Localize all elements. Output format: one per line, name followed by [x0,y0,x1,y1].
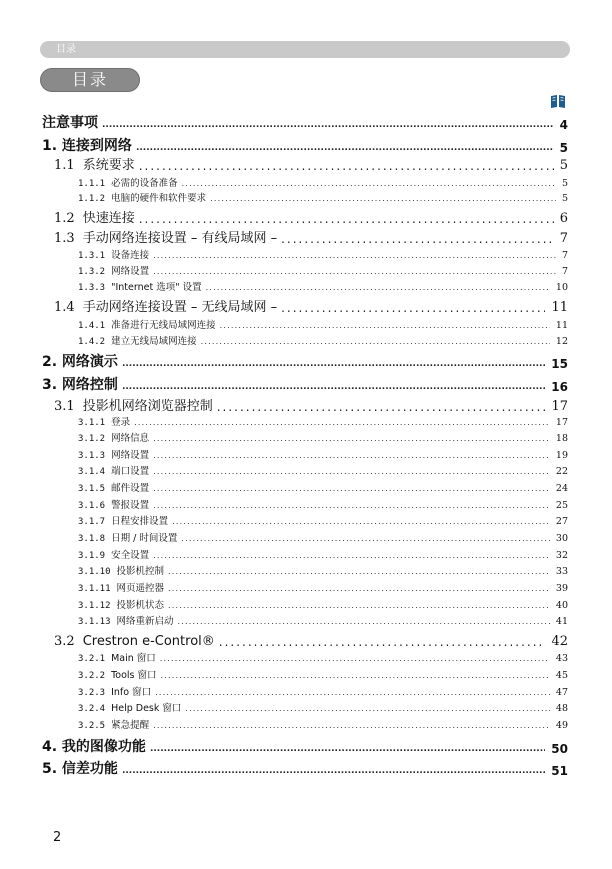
toc-entry-title-group [42,351,122,371]
toc-entry-page: 7 [561,266,568,277]
toc-entry-title-group [54,297,281,315]
toc-entry-page: 24 [555,483,568,494]
dot-leader [150,742,545,756]
toc-entry[interactable] [42,758,568,778]
toc-entry-title: Crestron e-Control® [82,634,215,649]
toc-entry[interactable] [78,563,568,577]
toc-entry[interactable] [78,497,568,511]
dot-leader [210,194,556,204]
toc-entry-title-group [78,333,201,347]
toc-entry[interactable] [78,447,568,461]
dot-leader [153,434,550,444]
toc-entry-title-group [78,613,178,627]
dot-leader [122,764,545,778]
toc-entry-page: 10 [555,282,568,293]
toc-entry-title: 手动网络连接设置 – 无线局域网 – [82,300,278,315]
toc-entry-title: 设备连接 [111,250,150,261]
toc-entry[interactable] [78,613,568,627]
toc-entry[interactable] [54,155,568,173]
toc-entry-number: 3.2.1 [78,654,106,664]
toc-entry-title: 日程安排设置 [111,516,169,527]
toc-entry-number: 1.2 [54,211,75,226]
toc-entry-number: 3.1.10 [78,567,111,577]
toc-entry-page: 49 [555,720,568,731]
toc-entry-title-group [42,135,136,155]
toc-entry[interactable] [42,135,568,155]
dot-leader [153,551,550,561]
toc-entry-title: 网络设置 [111,450,150,461]
toc-entry-title: 建立无线局域网连接 [111,336,197,347]
toc-entry-page: 11 [551,300,568,315]
toc-entry-page: 39 [555,583,568,594]
toc-entry-page: 17 [555,417,568,428]
dot-leader [161,671,550,681]
toc-entry-title: 警报设置 [111,500,150,511]
toc-entry-page: 45 [555,670,568,681]
toc-entry-title: 网络重新启动 [116,616,174,627]
dot-leader [168,584,550,594]
toc-entry[interactable] [78,667,568,681]
section-header-label: 目录 [56,44,76,55]
toc-entry-number: 3.1.13 [78,617,111,627]
toc-entry[interactable] [78,333,568,347]
toc-entry-title-group [78,717,153,731]
toc-entry-page: 48 [555,703,568,714]
toc-entry-title-group [78,279,206,293]
toc-entry[interactable] [78,279,568,293]
page-number: 2 [53,830,62,845]
toc-entry-number: 3.2.3 [78,688,106,698]
toc-entry-title: 1. 连接到网络 [42,138,132,154]
toc-entry-number: 1.4.1 [78,321,106,331]
toc-entry-page: 7 [561,250,568,261]
toc-entry-title-group [54,155,139,173]
toc-entry-page: 11 [555,320,568,331]
toc-entry[interactable] [78,597,568,611]
toc-entry-title: 投影机网络浏览器控制 [82,399,213,414]
toc-entry-title: 网络信息 [111,433,150,444]
toc-entry-page: 6 [559,211,568,226]
dot-leader [102,118,554,132]
toc-entry-page: 50 [551,742,568,756]
dot-leader [168,601,550,611]
dot-leader [178,617,550,627]
toc-entry-title-group [78,247,153,261]
toc-entry-title: 电脑的硬件和软件要求 [111,193,207,204]
dot-leader [168,567,550,577]
toc-entry-page: 15 [551,357,568,371]
toc-entry-number: 1.1.1 [78,179,106,189]
toc-entry-page: 16 [551,380,568,394]
toc-entry-title-group [78,480,153,494]
toc-entry-title-group [78,430,153,444]
toc-entry[interactable] [42,374,568,394]
toc-entry-title-group [78,597,168,611]
toc-entry-title-group [78,463,153,477]
dot-leader [153,501,550,511]
toc-entry[interactable] [78,247,568,261]
dot-leader [182,179,556,189]
toc-entry-title-group [78,190,210,204]
toc-entry-page: 40 [555,600,568,611]
toc-entry-page: 5 [561,193,568,204]
toc-entry-title-group [78,667,161,681]
toc-entry-number: 3.1.7 [78,517,106,527]
toc-entry-title: Help Desk 窗口 [111,703,182,714]
toc-entry-number: 3.1.5 [78,484,106,494]
dot-leader [136,141,554,155]
toc-entry-number: 3.1.8 [78,534,106,544]
dot-leader [220,321,550,331]
toc-entry-title-group [78,263,153,277]
toc-entry[interactable] [78,430,568,444]
dot-leader [153,467,550,477]
toc-title: 目录 [71,70,108,89]
toc-entry-number: 3.2.2 [78,671,106,681]
toc-entry-title: 紧急提醒 [111,720,150,731]
dot-leader [181,534,550,544]
toc-entry-title: 邮件设置 [111,483,150,494]
toc-entry-page: 22 [555,466,568,477]
toc-entry-number: 3.1 [54,399,75,414]
toc-entry-title: 网络设置 [111,266,150,277]
toc-entry-title: 快速连接 [82,211,135,226]
toc-entry-title: 3. 网络控制 [42,377,118,393]
toc-entry-title-group [42,112,102,132]
dot-leader [206,283,550,293]
toc-entry-title: "Internet 选项" 设置 [111,282,202,293]
toc-entry[interactable] [78,684,568,698]
dot-leader [160,654,550,664]
toc-entry-title-group [78,175,182,189]
toc-entry-title: 准备进行无线局域网连接 [111,320,216,331]
toc-entry-number: 3.1.11 [78,584,111,594]
toc-entry-title: 登录 [111,417,131,428]
toc-entry-page: 18 [555,433,568,444]
toc-entry-number: 3.1.6 [78,501,106,511]
dot-leader [139,159,554,173]
toc-entry-number: 1.3 [54,231,75,246]
dot-leader [153,484,550,494]
toc-entry-number: 3.1.4 [78,467,106,477]
toc-entry[interactable] [78,263,568,277]
toc-entry-title: Main 窗口 [111,653,156,664]
toc-entry[interactable] [78,717,568,731]
dot-leader [155,688,550,698]
toc-entry[interactable] [54,396,568,414]
dot-leader [153,251,556,261]
toc-entry-title-group [42,374,122,394]
toc-entry-title-group [78,317,220,331]
toc-entry-page: 43 [555,653,568,664]
toc-entry-page: 27 [555,516,568,527]
toc-entry-page: 32 [555,550,568,561]
toc-entry[interactable] [54,208,568,226]
toc-entry-title-group [54,634,219,649]
dot-leader [201,337,550,347]
toc-entry-number: 1.1 [54,158,75,173]
toc-entry-page: 42 [551,634,568,649]
toc-entry-page: 12 [555,336,568,347]
toc-entry[interactable] [78,480,568,494]
toc-entry-title: 注意事项 [42,115,98,131]
toc-entry-number: 1.3.1 [78,251,106,261]
toc-entry-title-group [78,513,172,527]
toc-entry[interactable] [78,414,568,428]
toc-entry-title-group [78,530,181,544]
toc-entry-title: 投影机控制 [116,566,165,577]
toc-entry-title-group [42,736,150,756]
toc-entry-title-group [54,208,139,226]
toc-entry-title-group [78,447,153,461]
toc-entry-title: 2. 网络演示 [42,354,118,370]
toc-entry-page: 7 [559,231,568,246]
toc-entry[interactable] [78,547,568,561]
toc-entry-title-group [78,414,134,428]
dot-leader [153,267,556,277]
dot-leader [185,704,550,714]
toc-entry-page: 19 [555,450,568,461]
toc-entry-page: 5 [559,158,568,173]
toc-entry[interactable] [78,700,568,714]
toc-entry-page: 17 [551,399,568,414]
toc-entry-title: 4. 我的图像功能 [42,739,146,755]
toc-entry[interactable] [78,317,568,331]
toc-entry[interactable] [54,631,568,649]
dot-leader [122,380,545,394]
toc-entry-number: 3.2.5 [78,721,106,731]
toc-entry[interactable] [78,463,568,477]
toc-entry-title-group [78,580,168,594]
toc-entry[interactable] [78,580,568,594]
dot-leader [122,357,545,371]
toc-entry-page: 51 [551,764,568,778]
toc-entry-title: 系统要求 [82,158,135,173]
toc-entry-number: 3.1.3 [78,451,106,461]
toc-entry-title: 日期 / 时间设置 [111,533,178,544]
dot-leader [134,418,550,428]
toc-entry-title: 投影机状态 [116,600,165,611]
toc-entry-title-group [78,563,168,577]
dot-leader [281,301,545,315]
toc-entry-number: 1.3.3 [78,283,106,293]
toc-entry-title: Tools 窗口 [111,670,157,681]
dot-leader [172,517,550,527]
toc-entry-title-group [54,228,281,246]
toc-entry[interactable] [42,112,568,132]
toc-entry-title: 手动网络连接设置 – 有线局域网 – [82,231,278,246]
dot-leader [281,232,554,246]
toc-entry-page: 30 [555,533,568,544]
toc-entry[interactable] [78,530,568,544]
toc-entry[interactable] [54,228,568,246]
toc-entry-number: 3.1.2 [78,434,106,444]
toc-entry-number: 1.4 [54,300,75,315]
toc-entry-title-group [78,700,185,714]
toc-entry-title-group [54,396,217,414]
toc-entry-number: 3.1.12 [78,601,111,611]
toc-entry[interactable] [42,351,568,371]
toc-entry-number: 3.2.4 [78,704,106,714]
toc-entry[interactable] [78,175,568,189]
dot-leader [219,635,546,649]
toc-entry-page: 5 [561,178,568,189]
toc-entry-title-group [78,650,160,664]
toc-entry-number: 1.4.2 [78,337,106,347]
toc-entry-page: 5 [559,141,568,155]
toc-entry-title: 端口设置 [111,466,150,477]
toc-entry-page: 33 [555,566,568,577]
dot-leader [217,400,546,414]
toc-entry-title-group [78,547,153,561]
toc-entry-title: 必需的设备准备 [111,178,178,189]
toc-entry-page: 4 [559,118,568,132]
dot-leader [139,212,554,226]
toc-entry-number: 3.1.1 [78,418,106,428]
toc-entry-title-group [78,497,153,511]
toc-entry-number: 1.3.2 [78,267,106,277]
toc-entry-page: 25 [555,500,568,511]
toc-entry-page: 47 [555,687,568,698]
toc-entry-number: 3.2 [54,634,75,649]
toc-entry-title-group [78,684,155,698]
dot-leader [153,721,550,731]
toc-entry-title: Info 窗口 [111,687,152,698]
toc-entry[interactable] [78,650,568,664]
dot-leader [153,451,550,461]
toc-entry-number: 1.1.2 [78,194,106,204]
toc-entry-page: 41 [555,616,568,627]
toc-entry[interactable] [78,190,568,204]
toc-entry[interactable] [54,297,568,315]
toc-entry-title: 安全设置 [111,550,150,561]
toc-entry-title-group [42,758,122,778]
toc-entry[interactable] [78,513,568,527]
toc-entry-number: 3.1.9 [78,551,106,561]
toc-entry-title: 5. 信差功能 [42,761,118,777]
toc-entry[interactable] [42,736,568,756]
toc-entry-title: 网页遥控器 [116,583,165,594]
